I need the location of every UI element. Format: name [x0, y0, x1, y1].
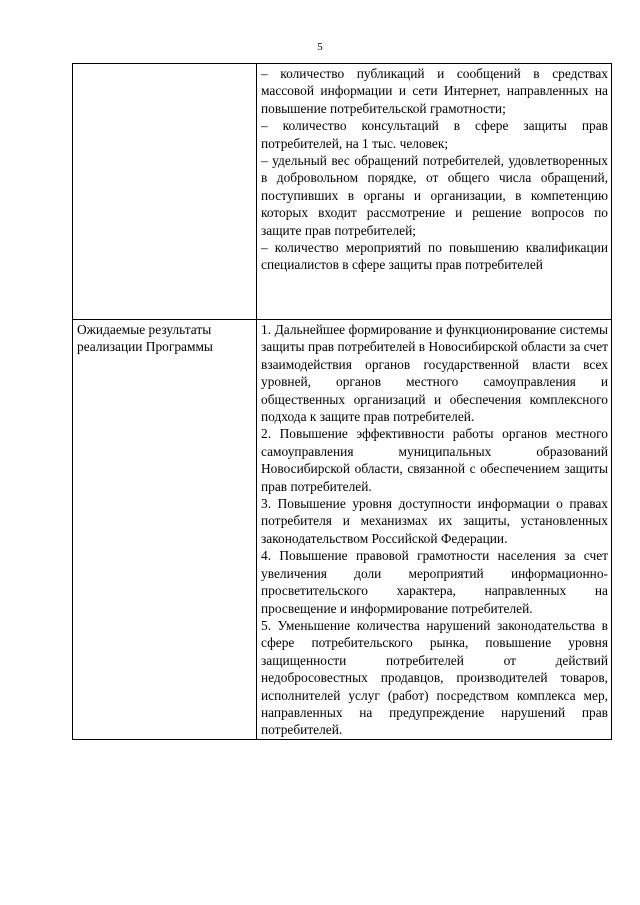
result-item: 5. Уменьшение количества нарушений законодательства в сфере потребительского рынка, повышение уровня защищенности потребителей от действий недобросовестных продавцов, производителей товаров, исполнителей услуг (работ) посредством комплекса мер, направленных на предупреждение нарушений прав потребителей. — [261, 617, 608, 738]
indicator-item: – количество мероприятий по повышению квалификации специалистов в сфере защиты прав потребителей — [261, 240, 608, 273]
result-item: 2. Повышение эффективности работы органов местного самоуправления муниципальных образований Новосибирской области, связанной с обеспечением защиты прав потребителей. — [261, 426, 608, 494]
page-number: 5 — [317, 41, 323, 53]
indicator-item: – количество публикаций и сообщений в средствах массовой информации и сети Интернет, направленных на повышение потребительской грамотности; — [261, 66, 608, 116]
table-row-expected-results — [73, 320, 612, 740]
table-row-indicators — [73, 64, 612, 320]
indicator-item: – количество консультаций в сфере защиты прав потребителей, на 1 тыс. человек; — [261, 118, 608, 151]
row-label — [73, 64, 257, 320]
row-label: Ожидаемые результаты реализации Программы — [73, 320, 257, 740]
result-item: 4. Повышение правовой грамотности населения за счет увеличения доли мероприятий информационно-просветительского характера, направленных на просвещение и информирование потребителей. — [261, 548, 608, 616]
program-passport-table — [72, 63, 612, 740]
result-item: 1. Дальнейшее формирование и функционирование системы защиты прав потребителей в Новосибирской области за счет взаимодействия органов государственной власти всех уровней, органов местного самоуправления и общественных организаций и обеспечения комплексного подхода к защите прав потребителей. — [261, 322, 608, 425]
result-item: 3. Повышение уровня доступности информации о правах потребителя и механизмах их защиты, установленных законодательством Российской Федерации. — [261, 496, 608, 546]
indicator-item: – удельный вес обращений потребителей, удовлетворенных в добровольном порядке, от общего числа обращений, поступивших в органы и организации, в компетенцию которых входит рассмотрение и решение вопросов по защите прав потребителей; — [261, 153, 608, 238]
row-content — [257, 320, 612, 740]
row-content — [257, 64, 612, 320]
